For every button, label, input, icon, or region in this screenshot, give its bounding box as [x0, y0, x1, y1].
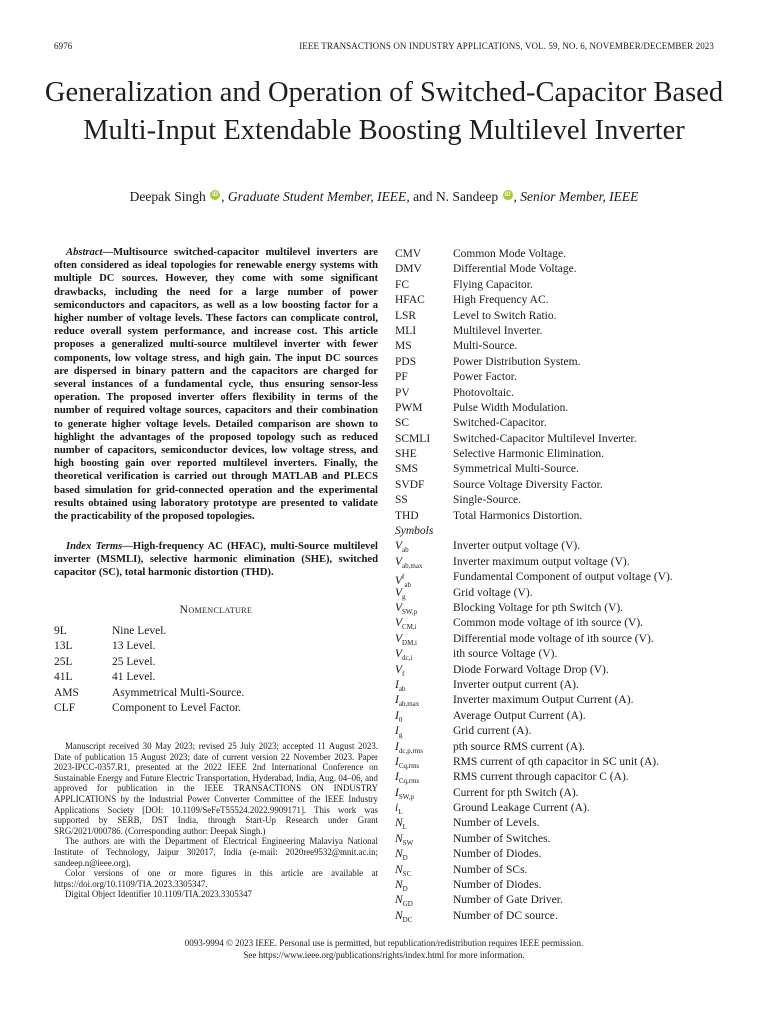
nomenclature-definition: High Frequency AC. [453, 294, 549, 307]
symbol-row [395, 863, 725, 878]
author-name[interactable]: N. Sandeep [435, 189, 499, 204]
nomenclature-definition: Power Factor. [453, 371, 517, 384]
symbol-definition: Number of Diodes. [453, 879, 542, 892]
symbol: $V_{SW,p}$ [395, 601, 418, 616]
nomenclature-abbr: HFAC [395, 294, 425, 307]
symbol-row [395, 832, 725, 847]
footnote-paragraph: Color versions of one or more figures in this article are available at https://doi.org/10.1109/TIA.2023.3305347. [54, 868, 378, 889]
symbol-row [395, 847, 725, 862]
symbol-definition: Fundamental Component of output voltage (V). [453, 571, 673, 584]
nomenclature-row [54, 701, 378, 716]
author-line: Deepak Singh iD , Graduate Student Member, IEEE, and N. Sandeep iD , Senior Member, IEEE [129, 189, 639, 204]
symbol-subscript: D [402, 854, 408, 863]
nomenclature-row [54, 686, 378, 701]
symbol: $V_{DM,i}$ [395, 632, 418, 647]
author-connector: , and [406, 189, 436, 204]
symbol-subscript: g [398, 731, 403, 740]
nomenclature-abbr: LSR [395, 309, 417, 322]
nomenclature-definition: Switched-Capacitor. [453, 417, 547, 430]
index-terms-text: —High-frequency AC (HFAC), multi-Source multilevel inverter (MSMLI), selective harmonic elimination (SHE), switched capacitor (SC), total harmonic distortion (THD). [54, 541, 378, 579]
copyright-link[interactable]: See https://www.ieee.org/publications/rights/index.html for more information. [243, 949, 525, 960]
nomenclature-row [395, 401, 725, 416]
symbol: $N_D$ [395, 879, 408, 894]
symbol: $I_{Cq,rms}$ [395, 755, 420, 770]
nomenclature-row [395, 386, 725, 401]
symbol-row [395, 770, 725, 785]
nomenclature-definition: Multilevel Inverter. [453, 324, 543, 337]
symbol-row [395, 555, 725, 570]
symbol: $I_{Cq,rms}$ [395, 771, 420, 786]
symbol: $I_{dc,p,rms}$ [395, 740, 423, 755]
orcid-icon[interactable]: iD [212, 192, 219, 198]
symbol-definition: Inverter output voltage (V). [453, 540, 581, 553]
author-name[interactable]: Deepak Singh [129, 189, 206, 204]
symbol: $I_{ab}$ [395, 678, 406, 693]
author-role: Senior Member, IEEE [520, 189, 639, 204]
symbol-row [395, 693, 725, 708]
symbol-row [395, 893, 725, 908]
nomenclature-abbr: CLF [54, 701, 76, 714]
nomenclature-abbr: PDS [395, 355, 417, 368]
symbol-definition: Blocking Voltage for pth Switch (V). [453, 601, 624, 614]
symbol-definition: Number of Gate Driver. [453, 894, 563, 907]
symbol-subscript: SW [402, 838, 414, 847]
nomenclature-abbr: SCMLI [395, 432, 431, 445]
nomenclature-abbr: AMS [54, 686, 79, 699]
symbol-definition: Number of SCs. [453, 863, 528, 876]
nomenclature-definition: 13 Level. [112, 640, 156, 653]
nomenclature-abbr: 41L [54, 671, 73, 684]
symbol-definition: pth source RMS current (A). [453, 740, 585, 753]
symbol-row [395, 816, 725, 831]
symbol: $V_{ab}$ [395, 540, 409, 555]
symbol-subscript: CM,i [402, 623, 417, 632]
symbol-row [395, 647, 725, 662]
symbol-definition: Ground Leakage Current (A). [453, 802, 590, 815]
nomenclature-row [54, 670, 378, 685]
nomenclature-definition: Component to Level Factor. [112, 701, 242, 714]
footnote-paragraph: The authors are with the Department of Electrical Engineering Malaviya National Institute of Technology, Jaipur 302017, India (e-mail: 2020ree9532@mnit.ac.in; sandeep.n@ieee.org). [54, 836, 378, 868]
symbol-row [395, 786, 725, 801]
page-number: 6976 [54, 41, 73, 51]
symbol: $I_0$ [395, 709, 403, 724]
symbol: $V_{ab,max}$ [395, 555, 423, 570]
symbol-definition: Common mode voltage of ith source (V). [453, 617, 644, 630]
nomenclature-row [395, 370, 725, 385]
running-header: IEEE TRANSACTIONS ON INDUSTRY APPLICATIONS, VOL. 59, NO. 6, NOVEMBER/DECEMBER 2023 [299, 41, 714, 51]
symbol-row [395, 586, 725, 601]
symbol-row [395, 755, 725, 770]
symbol-definition: Number of Diodes. [453, 848, 542, 861]
nomenclature-row [395, 278, 725, 293]
symbol-definition: Inverter maximum Output Current (A). [453, 694, 634, 707]
nomenclature-row [54, 655, 378, 670]
nomenclature-row [395, 447, 725, 462]
symbol-row [395, 709, 725, 724]
symbol-subscript: Cq,rms [398, 761, 420, 770]
nomenclature-abbr: DMV [395, 263, 422, 276]
symbol-definition: Number of DC source. [453, 909, 558, 922]
symbol-definition: RMS current of qth capacitor in SC unit (A). [453, 755, 660, 768]
nomenclature-definition: Switched-Capacitor Multilevel Inverter. [453, 432, 637, 445]
nomenclature-definition: Asymmetrical Multi-Source. [112, 686, 245, 699]
symbol-subscript: Cq,rms [398, 777, 420, 786]
nomenclature-definition: 25 Level. [112, 655, 156, 668]
symbol-definition: Number of Switches. [453, 832, 551, 845]
symbol-row [395, 570, 725, 590]
symbol-definition: Grid current (A). [453, 725, 532, 738]
symbol: $N_{SC}$ [395, 863, 412, 878]
nomenclature-abbr: 13L [54, 640, 73, 653]
symbol-subscript: D [402, 885, 408, 894]
nomenclature-definition: Differential Mode Voltage. [453, 263, 577, 276]
symbol-definition: ith source Voltage (V). [453, 648, 558, 661]
nomenclature-abbr: SVDF [395, 478, 425, 491]
nomenclature-definition: Photovoltaic. [453, 386, 515, 399]
symbol: $V_f$ [395, 663, 405, 678]
symbol-definition: Inverter maximum output voltage (V). [453, 555, 630, 568]
symbol-subscript: ab [398, 684, 406, 693]
symbol-definition: Differential mode voltage of ith source (V). [453, 632, 654, 645]
symbol-subscript: ab [404, 581, 411, 590]
symbol-subscript: GD [402, 900, 413, 909]
nomenclature-abbr: MS [395, 340, 412, 353]
nomenclature-row [395, 293, 725, 308]
paper-title: Generalization and Operation of Switched-Capacitor Based Multi-Input Extendable Boosting Multilevel Inverter [44, 77, 724, 146]
symbol-subscript: dc,i [402, 654, 413, 663]
copyright-notice [40, 938, 728, 961]
nomenclature-abbr: THD [395, 509, 419, 522]
symbol-subscript: 0 [398, 715, 403, 724]
symbol-row [395, 678, 725, 693]
symbol-definition: Current for pth Switch (A). [453, 786, 579, 799]
nomenclature-abbr: 9L [54, 625, 67, 637]
nomenclature-definition: Selective Harmonic Elimination. [453, 448, 605, 461]
footnote-paragraph: Digital Object Identifier 10.1109/TIA.2023.3305347 [65, 889, 252, 900]
nomenclature-row [395, 509, 725, 524]
nomenclature-row [54, 639, 378, 654]
nomenclature-definition: Source Voltage Diversity Factor. [453, 478, 603, 491]
index-terms-lead: Index Terms [66, 541, 123, 552]
nomenclature-definition: Symmetrical Multi-Source. [453, 463, 579, 476]
index-terms [54, 540, 378, 580]
symbol-definition: Number of Levels. [453, 817, 540, 830]
nomenclature-definition: Total Harmonics Distortion. [453, 509, 583, 522]
symbol: $V_{CM,i}$ [395, 617, 417, 632]
nomenclature-row [395, 432, 725, 447]
symbol-row [395, 663, 725, 678]
symbol-subscript: SW,p [402, 607, 418, 616]
nomenclature-definition: Multi-Source. [453, 340, 518, 353]
symbol-definition: Diode Forward Voltage Drop (V). [453, 663, 609, 676]
symbol-row [395, 632, 725, 647]
symbol-row [395, 878, 725, 893]
symbol-subscript: f [402, 669, 405, 678]
symbol-subscript: DC [402, 915, 413, 924]
nomenclature-row [395, 324, 725, 339]
nomenclature-list-right [395, 247, 725, 924]
symbol-subscript: SC [402, 869, 412, 878]
symbol-superscript: f [402, 573, 405, 582]
symbol: $I_g$ [395, 725, 403, 740]
orcid-icon[interactable]: iD [504, 192, 511, 198]
nomenclature-abbr: 25L [54, 655, 73, 668]
nomenclature-heading: Nomenclature [179, 604, 253, 616]
abstract [54, 246, 378, 523]
symbol: $I_{SW,p}$ [395, 786, 414, 801]
symbol-subscript: L [398, 808, 403, 817]
symbol-definition: Grid voltage (V). [453, 586, 533, 599]
nomenclature-abbr: MLI [395, 324, 417, 337]
footnote [54, 741, 378, 900]
symbol-row [395, 616, 725, 631]
symbol-subscript: DM,i [402, 638, 418, 647]
nomenclature-abbr: PV [395, 386, 410, 399]
nomenclature-abbr: SC [395, 417, 410, 430]
symbol-subscript: SW,p [398, 792, 414, 801]
symbols-heading-row [395, 524, 725, 539]
symbol: $N_{DC}$ [395, 909, 413, 924]
symbol: $N_{GD}$ [395, 894, 413, 909]
nomenclature-abbr: SS [395, 494, 408, 507]
symbol: $V_{dc,i}$ [395, 648, 413, 663]
nomenclature-list-left [54, 624, 378, 716]
symbol-definition: RMS current through capacitor C (A). [453, 771, 629, 784]
symbol-subscript: ab [402, 546, 409, 555]
nomenclature-row [395, 309, 725, 324]
symbol: $N_L$ [395, 817, 407, 832]
copyright-line: 0093-9994 © 2023 IEEE. Personal use is permitted, but republication/redistribution requires IEEE permission. [184, 938, 584, 948]
symbol: $V^f_{ab}$ [395, 573, 411, 590]
symbol-row [395, 539, 725, 554]
abstract-lead: Abstract [66, 247, 103, 258]
symbol-subscript: ab,max [402, 561, 423, 570]
nomenclature-definition: Nine Level. [112, 625, 167, 637]
symbol-row [395, 724, 725, 739]
author-role: Graduate Student Member, IEEE [227, 189, 407, 204]
nomenclature-row [395, 339, 725, 354]
nomenclature-row [395, 262, 725, 277]
symbol-definition: Average Output Current (A). [453, 709, 586, 722]
symbol-subscript: L [402, 823, 407, 832]
symbol-subscript: ab,max [398, 700, 420, 709]
nomenclature-definition: Flying Capacitor. [453, 278, 533, 291]
nomenclature-definition: Single-Source. [453, 494, 522, 507]
nomenclature-row [395, 416, 725, 431]
nomenclature-row [395, 462, 725, 477]
symbol: $N_D$ [395, 848, 408, 863]
nomenclature-abbr: FC [395, 278, 410, 291]
symbol-definition: Inverter output current (A). [453, 678, 579, 691]
nomenclature-definition: Level to Switch Ratio. [453, 309, 557, 322]
nomenclature-abbr: PWM [395, 401, 423, 414]
nomenclature-abbr: PF [395, 371, 408, 384]
nomenclature-row [395, 355, 725, 370]
symbol-subscript: dc,p,rms [398, 746, 423, 755]
symbols-heading: Symbols [395, 525, 434, 538]
footnote-paragraph: Manuscript received 30 May 2023; revised 25 July 2023; accepted 11 August 2023. Date of publication 15 August 2023; date of current version 22 November 2023. Paper 2023-IPCC-0357.R1, presented at the 2022 IEEE 2nd International Conference on Sustainable Energy and Future Electric Transportation, Hyderabad, India, Aug. 04–06, and approved for publication in the IEEE TRANSACTIONS ON INDUSTRY APPLICATIONS by the Industrial Power Converter Committee of the IEEE Industry Applications Society [DOI: 10.1109/SeFeT55524.2022.9909171]. This work was supported by SERB, DST India, through Start-Up Research under Grant SRG/2021/000786. (Corresponding author: Deepak Singh.) [54, 741, 378, 836]
symbol-row [395, 601, 725, 616]
nomenclature-abbr: SMS [395, 463, 419, 476]
nomenclature-row [395, 247, 725, 262]
symbol-row [395, 909, 725, 924]
nomenclature-definition: Power Distribution System. [453, 355, 581, 368]
symbol: $V_g$ [395, 586, 406, 601]
symbol: $i_L$ [395, 802, 403, 817]
nomenclature-abbr: SHE [395, 448, 417, 461]
symbol-subscript: g [402, 592, 406, 601]
nomenclature-definition: Common Mode Voltage. [453, 248, 566, 260]
nomenclature-definition: Pulse Width Modulation. [453, 401, 569, 414]
symbol-row [395, 801, 725, 816]
symbol-row [395, 740, 725, 755]
symbol: $N_{SW}$ [395, 832, 414, 847]
nomenclature-abbr: CMV [395, 248, 422, 260]
nomenclature-definition: 41 Level. [112, 671, 156, 684]
nomenclature-row [395, 478, 725, 493]
symbol: $I_{ab,max}$ [395, 694, 420, 709]
nomenclature-row [54, 624, 378, 639]
abstract-text: —Multisource switched-capacitor multilevel inverters are often considered as ideal topologies for renewable energy systems with multiple DC sources. However, they come with some significant drawbacks, including the need for a large number of power semiconductors and capacitors, as well as a low boosting factor for a higher number of voltage levels. These factors can complicate control, reduce overall system performance, and increase cost. This article proposes a generalized multi-source multilevel inverter with fewer components, low voltage stress, and high gain. The input DC sources are dispersed in binary pattern and the capacitors are charged for several instances of a fundamental cycle, thus ensuring sensor-less operation. The proposed inverter offers flexibility in terms of the number of required voltage sources, capacitors and their combination to generate higher voltage levels. Detailed comparison are shown to highlight the advantages of the proposed topology such as reduced number of capacitors, semiconductor devices, low voltage stress, and high boosting gain over reported multilevel inverters. Finally, the theoretical verification is carried out through MATLAB and PLECS based simulation for grid-connected operation and the experimental results obtained using laboratory prototype are presented to validate the practicability of the proposed topologies. [54, 247, 378, 523]
nomenclature-row [395, 493, 725, 508]
